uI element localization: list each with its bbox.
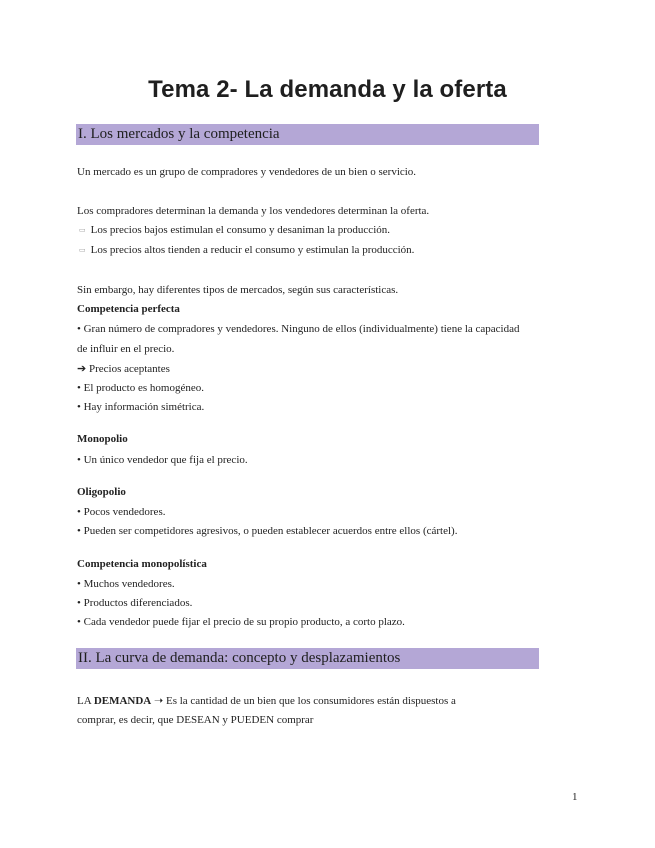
list-item: • Muchos vendedores. [77,578,175,590]
demand-term: DEMANDA [93,695,152,707]
list-item-continuation: de influir en el precio. [77,343,175,355]
list-marker-icon: ▭ [79,226,86,234]
list-item-arrow: ➔ Precios aceptantes [77,363,170,375]
list-item: ▭ Los precios altos tienden a reducir el consumo y estimulan la producción. [79,244,415,256]
list-item: • El producto es homogéneo. [77,382,204,394]
page-title: Tema 2- La demanda y la oferta [148,76,507,103]
section-heading-curva-demanda: II. La curva de demanda: concepto y desplazamientos [76,648,539,669]
subheading-competencia-monopolistica: Competencia monopolística [77,558,207,570]
intro-text: Los compradores determinan la demanda y los vendedores determinan la oferta. [77,205,430,217]
definition-text: Un mercado es un grupo de compradores y vendedores de un bien o servicio. [77,166,417,178]
types-intro-text: Sin embargo, hay diferentes tipos de mercados, según sus características. [77,284,399,296]
subheading-competencia-perfecta: Competencia perfecta [77,303,180,315]
list-item: ▭ Los precios bajos estimulan el consumo y desaniman la producción. [79,224,390,236]
list-marker-icon: ▭ [79,246,86,254]
page-number: 1 [572,791,578,803]
demand-definition: LA DEMANDA ➝ Es la cantidad de un bien que los consumidores están dispuestos a [77,695,456,707]
list-item: • Cada vendedor puede fijar el precio de su propio producto, a corto plazo. [77,616,405,628]
list-item: • Pocos vendedores. [77,506,166,518]
list-item: • Gran número de compradores y vendedores. Ninguno de ellos (individualmente) tiene la capacidad [77,323,520,335]
demand-definition-continuation: comprar, es decir, que DESEAN y PUEDEN comprar [77,714,314,726]
list-item: • Un único vendedor que fija el precio. [77,454,248,466]
subheading-oligopolio: Oligopolio [77,486,126,498]
section-heading-mercados: I. Los mercados y la competencia [76,124,539,145]
subheading-monopolio: Monopolio [77,433,128,445]
list-item: • Productos diferenciados. [77,597,193,609]
list-item: • Pueden ser competidores agresivos, o pueden establecer acuerdos entre ellos (cártel). [77,525,458,537]
list-item: • Hay información simétrica. [77,401,205,413]
